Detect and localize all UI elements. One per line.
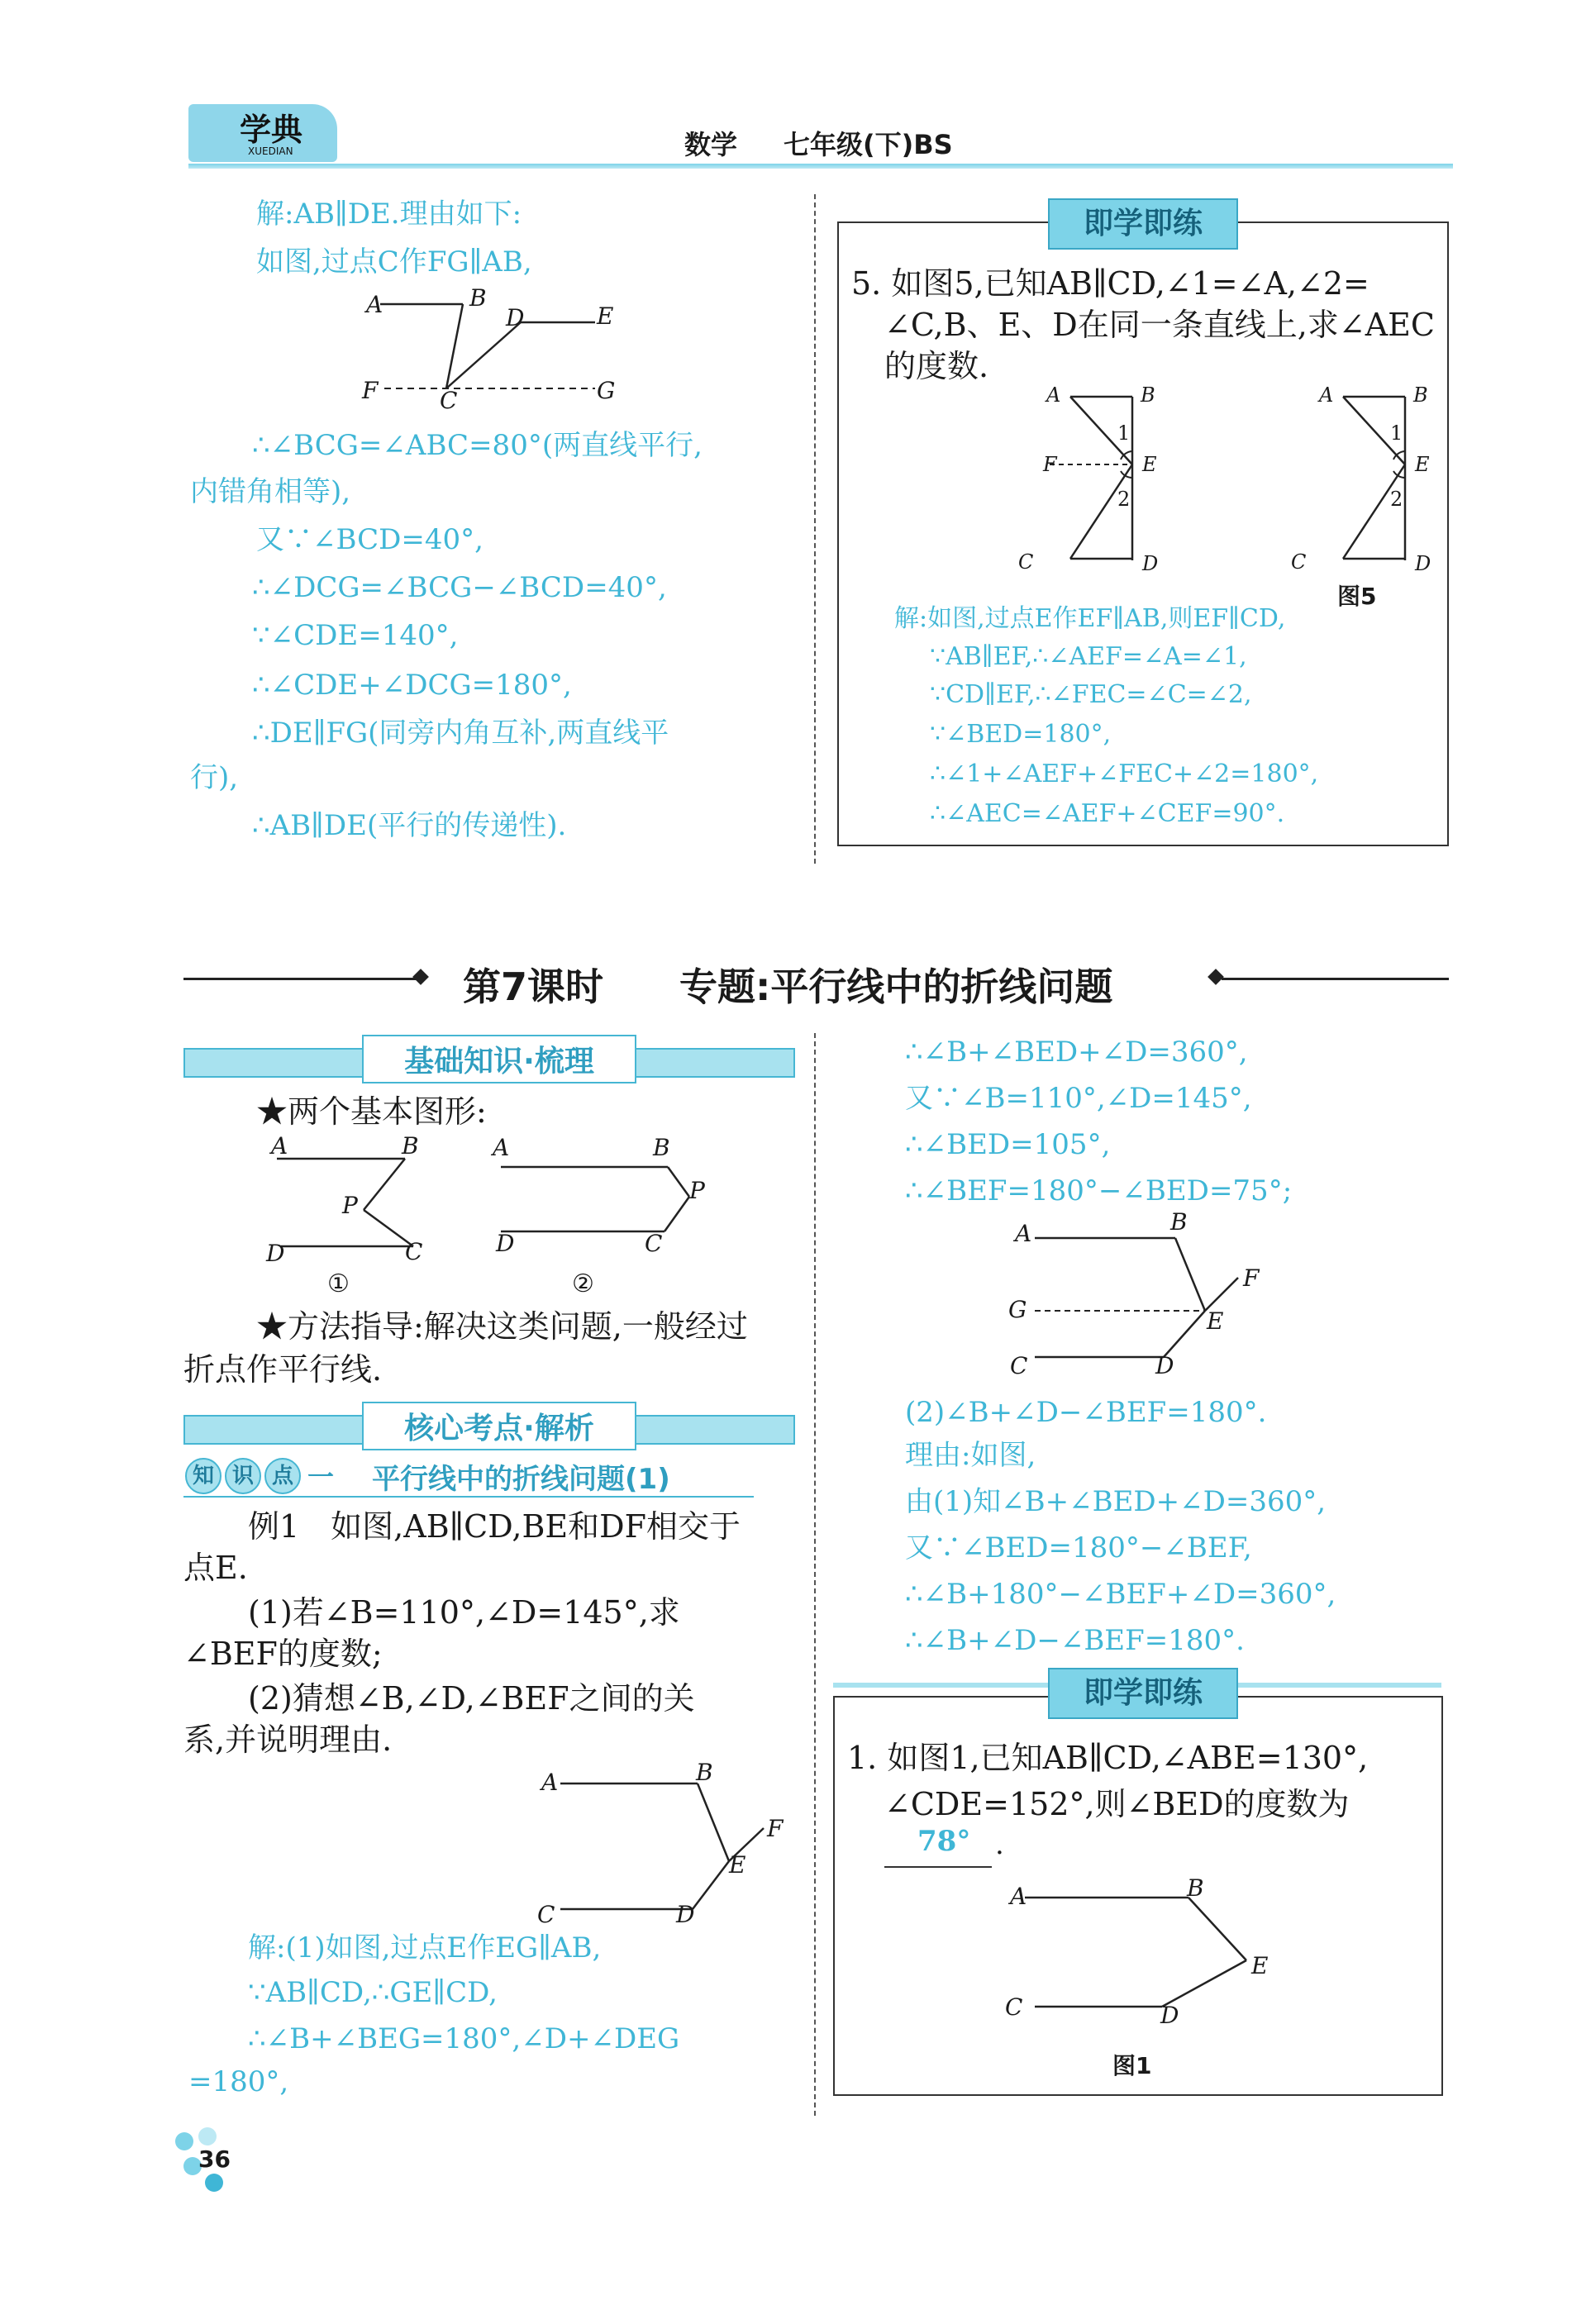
- kp-circle: 点: [264, 1458, 301, 1494]
- fig-label: P: [342, 1192, 358, 1219]
- solution-line: 又∵∠BED=180°−∠BEF,: [905, 1531, 1252, 1564]
- fig-label: B: [469, 284, 487, 312]
- fig-label: 1: [1117, 421, 1131, 445]
- problem-line: 的度数.: [884, 348, 989, 384]
- solution-line: 解:(1)如图,过点E作EG∥AB,: [248, 1931, 602, 1964]
- fig-label: A: [1010, 1883, 1027, 1910]
- practice-answer-line: ∴∠AEC=∠AEF+∠CEF=90°.: [930, 799, 1285, 828]
- problem-line: ∠CDE=152°,则∠BED的度数为: [884, 1786, 1350, 1822]
- example-line: (2)猜想∠B,∠D,∠BEF之间的关: [248, 1680, 695, 1717]
- hexagon-decoration: [198, 2127, 217, 2145]
- fig-label: A: [271, 1132, 288, 1160]
- figure-caption: 图1: [1112, 2052, 1152, 2079]
- practice-answer-line: ∴∠1+∠AEF+∠FEC+∠2=180°,: [930, 760, 1319, 788]
- fig-label: D: [496, 1230, 515, 1257]
- solution-line: ∴∠B+180°−∠BEF+∠D=360°,: [905, 1578, 1336, 1611]
- method-line: ★方法指导:解决这类问题,一般经过: [256, 1308, 748, 1345]
- fig-label: A: [541, 1769, 559, 1796]
- problem-line: ∠C,B、E、D在同一条直线上,求∠AEC: [884, 307, 1435, 343]
- title-rule-left: [183, 978, 423, 980]
- answer-line: ∴AB∥DE(平行的传递性).: [252, 809, 567, 842]
- solution-line: ∴∠B+∠D−∠BEF=180°.: [905, 1624, 1245, 1657]
- hexagon-decoration: [175, 2132, 193, 2150]
- answer-line: ∴∠CDE+∠DCG=180°,: [252, 669, 572, 702]
- fig-label: A: [366, 291, 383, 318]
- fig-label: D: [1142, 552, 1159, 575]
- fig-label: G: [1008, 1296, 1027, 1323]
- fig-label: D: [1155, 1352, 1174, 1379]
- answer-line: ∴∠BCG=∠ABC=80°(两直线平行,: [252, 429, 703, 462]
- answer-line: 行),: [190, 761, 239, 794]
- fig-label: E: [1207, 1307, 1224, 1335]
- example-line: 系,并说明理由.: [183, 1722, 393, 1758]
- fig-label: F: [362, 377, 379, 404]
- answer-line: 解:AB∥DE.理由如下:: [256, 198, 522, 231]
- fig-label: E: [1415, 453, 1430, 476]
- answer-line: ∴DE∥FG(同旁内角互补,两直线平: [252, 717, 669, 750]
- solution-line: (2)∠B+∠D−∠BEF=180°.: [905, 1396, 1267, 1429]
- example-line: ∠BEF的度数;: [183, 1636, 383, 1672]
- section-title: 核心考点·解析: [362, 1402, 636, 1450]
- figure-caption: 图5: [1337, 583, 1377, 610]
- fig-label: D: [1160, 2002, 1179, 2029]
- fig-label: P: [689, 1177, 705, 1204]
- example-line: (1)若∠B=110°,∠D=145°,求: [248, 1594, 680, 1631]
- title-rule-right: [1222, 978, 1449, 980]
- fig-label: B: [1187, 1874, 1204, 1902]
- subject: 数学: [684, 129, 738, 160]
- practice-banner: 即学即练: [1048, 198, 1238, 250]
- figure-1: [1008, 1884, 1273, 2033]
- practice-answer-line: ∵AB∥EF,∴∠AEF=∠A=∠1,: [930, 642, 1247, 671]
- answer-line: 如图,过点C作FG∥AB,: [256, 245, 532, 279]
- shape-number: ②: [572, 1269, 594, 1298]
- answer-line: ∴∠DCG=∠BCG−∠BCD=40°,: [252, 571, 667, 604]
- page-number: 36: [198, 2145, 231, 2173]
- lesson-number: 第7课时: [463, 964, 604, 1009]
- kp-title: 平行线中的折线问题(1): [372, 1463, 670, 1496]
- practice-answer-line: ∵CD∥EF,∴∠FEC=∠C=∠2,: [930, 680, 1252, 709]
- figure-top-left: [364, 289, 628, 413]
- fig-label: D: [676, 1901, 695, 1928]
- fig-label: C: [537, 1901, 555, 1928]
- problem-line: 5. 如图5,已知AB∥CD,∠1=∠A,∠2=: [851, 265, 1369, 302]
- fig-label: B: [1413, 383, 1428, 407]
- fig-label: E: [1142, 453, 1157, 476]
- diamond-icon: [1208, 969, 1224, 985]
- kp-number: 一: [307, 1461, 335, 1493]
- logo-en: XUEDIAN: [248, 145, 293, 157]
- solution-line: 又∵∠B=110°,∠D=145°,: [905, 1082, 1252, 1115]
- method-line: 折点作平行线.: [183, 1351, 383, 1388]
- kp-circle: 识: [225, 1458, 261, 1494]
- practice-answer-line: 解:如图,过点E作EF∥AB,则EF∥CD,: [894, 604, 1286, 633]
- fig-label: A: [1319, 383, 1334, 407]
- answer-line: 又∵∠BCD=40°,: [256, 523, 483, 556]
- basic-shapes-title: ★两个基本图形:: [256, 1093, 487, 1130]
- fig-label: 2: [1117, 488, 1131, 511]
- section-title: 基础知识·梳理: [362, 1035, 636, 1083]
- fig-label: E: [1251, 1952, 1269, 1979]
- header-underline: [188, 164, 1453, 169]
- header: [188, 98, 1453, 172]
- figure-5-right: [1339, 388, 1438, 570]
- hexagon-decoration: [205, 2174, 223, 2192]
- practice-banner: 即学即练: [1048, 1668, 1238, 1719]
- kp-circle: 知: [185, 1458, 222, 1494]
- fig-label: F: [767, 1815, 784, 1842]
- grade: 七年级(下)BS: [784, 129, 953, 160]
- fig-label: B: [1170, 1208, 1188, 1236]
- figure-example-1: [545, 1769, 793, 1934]
- fig-label: F: [1243, 1264, 1260, 1292]
- answer-line: 内错角相等),: [190, 475, 351, 508]
- logo-cn: 学典: [240, 112, 303, 148]
- answer-line: ∵∠CDE=140°,: [252, 619, 459, 652]
- fig-label: A: [1015, 1220, 1032, 1247]
- fig-label: B: [653, 1134, 670, 1161]
- example-line: 例1 如图,AB∥CD,BE和DF相交于: [248, 1508, 741, 1545]
- fig-label: C: [405, 1238, 423, 1265]
- solution-line: ∴∠B+∠BEG=180°,∠D+∠DEG: [248, 2022, 680, 2055]
- fig-label: A: [1046, 383, 1061, 407]
- fig-label: C: [1005, 1993, 1023, 2021]
- solution-line: 由(1)知∠B+∠BED+∠D=360°,: [905, 1485, 1327, 1518]
- column-divider: [814, 1033, 816, 2116]
- shape-number: ①: [327, 1269, 350, 1298]
- answer-blank: [884, 1866, 992, 1868]
- fig-label: C: [440, 387, 458, 414]
- column-divider: [814, 194, 816, 864]
- fig-label: D: [266, 1240, 285, 1267]
- fig-label: A: [493, 1134, 510, 1161]
- fig-label: E: [597, 302, 614, 330]
- fig-label: D: [1415, 552, 1431, 575]
- fig-label: C: [1010, 1352, 1028, 1379]
- lesson-title: 专题:平行线中的折线问题: [679, 964, 1113, 1009]
- fig-label: B: [402, 1132, 419, 1160]
- solution-line: ∴∠B+∠BED+∠D=360°,: [905, 1036, 1248, 1069]
- period: .: [995, 1828, 1004, 1861]
- fig-label: 2: [1390, 488, 1403, 511]
- fig-label: C: [1291, 550, 1307, 574]
- fig-label: 1: [1390, 421, 1403, 445]
- example-line: 点E.: [183, 1550, 248, 1586]
- solution-line: 理由:如图,: [905, 1439, 1036, 1472]
- fig-label: C: [1018, 550, 1034, 574]
- kp-underline: [183, 1496, 754, 1498]
- solution-line: ∵AB∥CD,∴GE∥CD,: [248, 1976, 498, 2009]
- problem-line: 1. 如图1,已知AB∥CD,∠ABE=130°,: [847, 1740, 1369, 1776]
- fig-label: G: [597, 377, 616, 404]
- fig-label: F: [1043, 453, 1057, 476]
- fig-label: B: [696, 1759, 713, 1786]
- fig-label: E: [729, 1851, 746, 1879]
- answer-value: 78°: [917, 1825, 971, 1858]
- fig-label: D: [506, 304, 525, 331]
- solution-line: ∴∠BEF=180°−∠BED=75°;: [905, 1174, 1293, 1207]
- fig-label: C: [645, 1230, 663, 1257]
- figure-5-left: [1066, 388, 1165, 570]
- practice-answer-line: ∵∠BED=180°,: [930, 720, 1112, 749]
- diamond-icon: [412, 969, 429, 985]
- solution-line: ∴∠BED=105°,: [905, 1128, 1111, 1161]
- solution-line: =180°,: [188, 2065, 289, 2098]
- figure-example-2: [1017, 1223, 1281, 1380]
- fig-label: B: [1141, 383, 1155, 407]
- basic-shape-2: [493, 1145, 707, 1261]
